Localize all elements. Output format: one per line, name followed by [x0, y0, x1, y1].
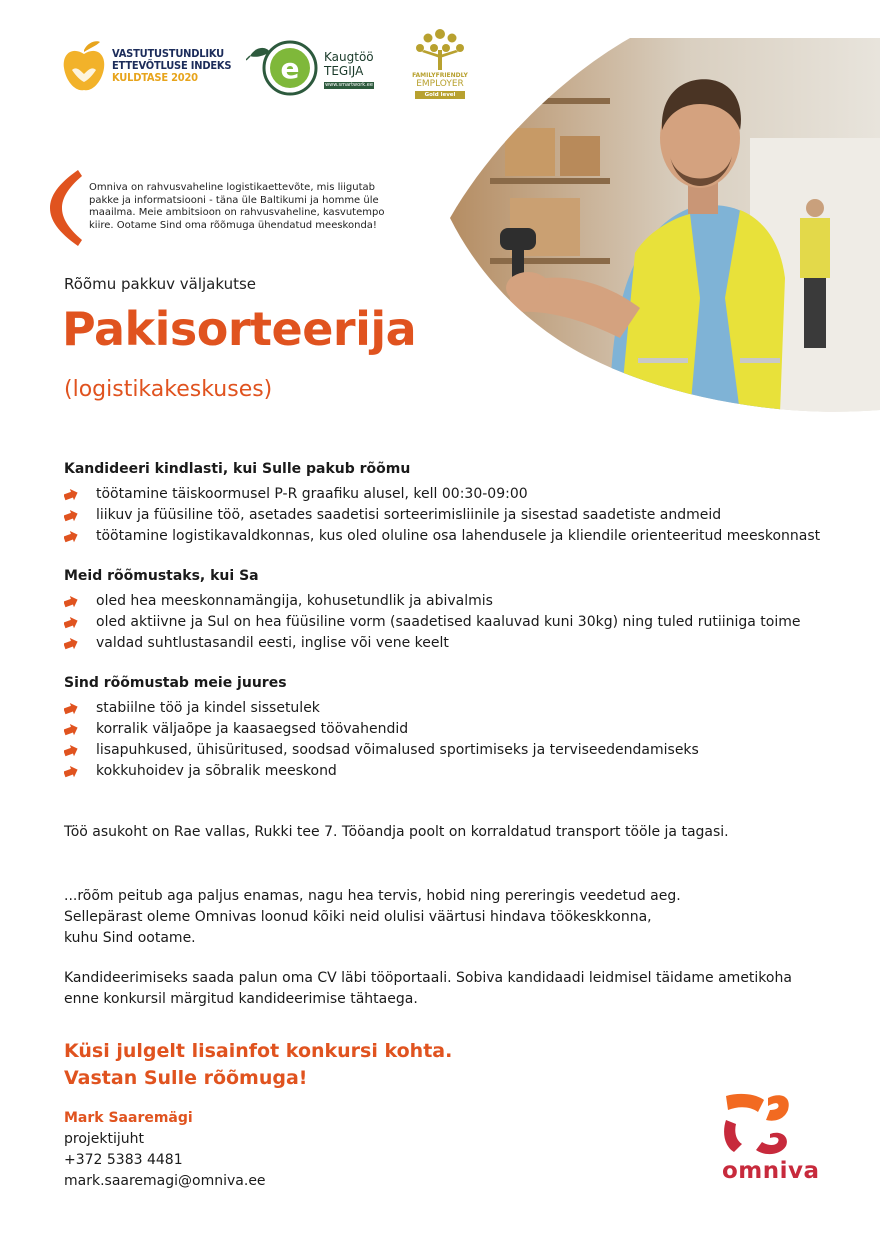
section-heading: Sind rõõmustab meie juures [64, 675, 287, 691]
values-paragraph: ...rõõm peitub aga paljus enamas, nagu hea tervis, hobid ning pereringis veedetud aeg. Sellepärast oleme Omnivas loonud kõiki neid olulisi väärtusi hindava töökeskkonna, kuhu Sind ootame. [64, 888, 681, 946]
omniva-wordmark: omniva [722, 1158, 820, 1184]
list-item: töötamine logistikavaldkonnas, kus oled oluline osa lahendusele ja kliendile orienteeritud meeskonnast [64, 526, 834, 547]
section-benefits [64, 675, 834, 782]
list-item: korralik väljaõpe ja kaasaegsed töövahendid [64, 719, 834, 740]
arrow-bullet-icon [64, 531, 78, 543]
list-item: lisapuhkused, ühisüritused, soodsad võimalused sportimiseks ja terviseedendamiseks [64, 740, 834, 761]
contact-email[interactable]: mark.saaremagi@omniva.ee [64, 1173, 266, 1189]
section-requirements-joy [64, 461, 834, 547]
arrow-bullet-icon [64, 766, 78, 778]
arrow-bullet-icon [64, 724, 78, 736]
job-location: Töö asukoht on Rae vallas, Rukki tee 7. Tööandja poolt on korraldatud transport tööle ja tagasi. [64, 824, 729, 840]
list-item: töötamine täiskoormusel P-R graafiku alusel, kell 00:30-09:00 [64, 484, 834, 505]
contact-phone[interactable]: +372 5383 4481 [64, 1152, 183, 1168]
arrow-bullet-icon [64, 617, 78, 629]
arrow-bullet-icon [64, 703, 78, 715]
smartwork-url: www.smartwork.ee [325, 82, 373, 88]
bullet-list [64, 591, 834, 654]
hero-photo-warehouse-worker [450, 38, 880, 413]
job-title: Pakisorteerija [62, 302, 417, 356]
intro-arc-accent [48, 170, 82, 246]
smartwork-e-icon [246, 36, 322, 98]
job-subtitle: (logistikakeskuses) [64, 377, 273, 402]
contact-name: Mark Saaremägi [64, 1110, 193, 1126]
application-paragraph: Kandideerimiseks saada palun oma CV läbi tööportaali. Sobiva kandidaadi leidmisel täidame ametikoha enne konkursil märgitud kandideerimise tähtaega. [64, 970, 792, 1007]
list-item: kokkuhoidev ja sõbralik meeskond [64, 761, 834, 782]
arrow-bullet-icon [64, 510, 78, 522]
list-item: oled aktiivne ja Sul on hea füüsiline vorm (saadetised kaaluvad kuni 30kg) ning tuled rutiiniga toime [64, 612, 834, 633]
svg-text:e: e [280, 52, 300, 85]
list-item: liikuv ja füüsiline töö, asetades saadetisi sorteerimisliinile ja sisestad saadetiste andmeid [64, 505, 834, 526]
contact-block [64, 1108, 266, 1192]
responsibility-badge-text: VASTUTUSTUNDLIKU ETTEVÕTLUSE INDEKS KULDTASE 2020 [112, 47, 232, 84]
list-item: oled hea meeskonnamängija, kohusetundlik ja abivalmis [64, 591, 834, 612]
arrow-bullet-icon [64, 489, 78, 501]
job-kicker: Rõõmu pakkuv väljakutse [64, 275, 257, 293]
arrow-bullet-icon [64, 745, 78, 757]
bullet-list [64, 484, 834, 547]
apple-heart-icon [62, 40, 106, 96]
section-heading: Meid rõõmustaks, kui Sa [64, 568, 259, 584]
section-heading: Kandideeri kindlasti, kui Sulle pakub rõõmu [64, 461, 411, 477]
arrow-bullet-icon [64, 638, 78, 650]
responsibility-index-badge [62, 40, 232, 96]
kaugtoo-badge [246, 36, 376, 98]
section-expectations [64, 568, 834, 654]
family-badge-text: FAMILYFRIENDLY EMPLOYER Gold level [412, 72, 468, 98]
intro-text: Omniva on rahvusvaheline logistikaettevõte, mis liigutab pakke ja informatsiooni - täna üle Baltikumi ja homme üle maailma. Meie ambitsioon on rahvusvaheline, kasvutempo kiire. Ootame Sind oma rõõmuga ühendatud meeskonda! [89, 182, 385, 231]
list-item: stabiilne töö ja kindel sissetulek [64, 698, 834, 719]
arrow-bullet-icon [64, 596, 78, 608]
award-badges [62, 28, 482, 108]
bullet-list [64, 698, 834, 782]
list-item: valdad suhtlustasandil eesti, inglise või vene keelt [64, 633, 834, 654]
contact-role: projektijuht [64, 1131, 145, 1147]
kaugtoo-badge-text: Kaugtöö TEGIJA [324, 50, 374, 78]
call-to-action: Küsi julgelt lisainfot konkursi kohta. Vastan Sulle rõõmuga! [64, 1040, 453, 1089]
